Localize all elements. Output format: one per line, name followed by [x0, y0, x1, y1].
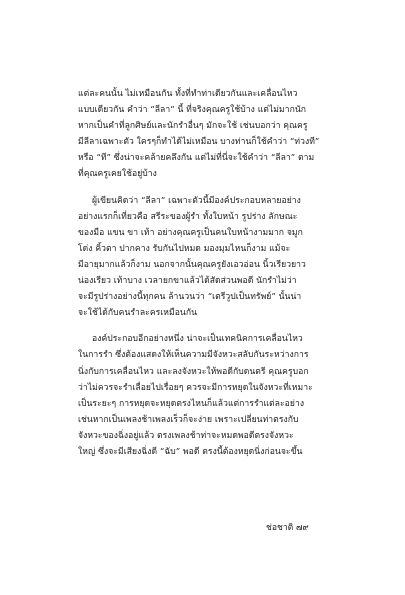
text-line: หรือ “ที” ซึ่งน่าจะคล้ายคลึงกัน แต่ไม่ที่นี่จะใช้คำว่า “ลีลา” ตาม [78, 153, 315, 164]
text-line: แต่ละคนนั้น ไม่เหมือนกัน ทั้งที่ทำท่าเดียวกันและเคลื่อนไหว [78, 89, 298, 99]
text-line: เช่นหากเป็นเพลงช้าเพลงเร็วก็จะง่าย เพราะเปลี่ยนท่าตรงกับ [78, 414, 299, 425]
paragraph-2 [78, 193, 342, 322]
text-line: จะมีรูปร่างอย่างนี้ทุกคน ล้านวนว่า “เตรีวูปเป็นทรัพย์” นั้นน่า [78, 292, 302, 303]
text-line: มีอายุมากแล้วก็งาม นอกจากนั้นคุณครูยังเอวอ่อน นิ้วเรียวยาว [78, 259, 306, 270]
page-footer-folio: ช่อชาติ ๗๙ [266, 523, 309, 533]
text-line: องค์ประกอบอีกอย่างหนึ่ง น่าจะเป็นเทคนิคการเคลื่อนไหว [92, 334, 303, 345]
text-line: หากเป็นคำที่ลูกศิษย์และนักรำอื่นๆ มักจะใช้ เช่นบอกว่า คุณครู [78, 121, 308, 132]
text-line: อย่างแรกก็เที่ยวคือ สรีระของผู้รำ ทั้งใบหน้า รูปร่าง ลักษณะ [78, 211, 298, 222]
text-line: ว่าไม่ควรจะรำเลื่อยไปเรื่อยๆ ควรจะมีการหยุดในจังหวะที่เหมาะ [78, 382, 313, 393]
text-line: ผู้เขียนคิดว่า “ลีลา” เฉพาะตัวนี้มีองค์ประกอบหลายอย่าง [92, 195, 301, 206]
text-line: ใหญ่ ซึ่งจะมีเสียงฉิ่งดี “ฉับ” พอดี ตรงนี้ต้องหยุดนิ่งก่อนจะขึ้น [78, 446, 303, 457]
text-line: ในการรำ ซึ่งต้องแสดงให้เห็นความมีจังหวะสลับกันระหว่างการ [78, 350, 309, 361]
body-text [78, 86, 342, 470]
text-line: จะใช้ได้กับคนรำละครเหมือนกัน [78, 308, 198, 319]
text-line: เป็นระยะๆ การหยุดจะหยุดตรงไหนก็แล้วแต่การรำแต่ละอย่าง [78, 398, 305, 409]
text-line: แบบเดียวกัน คำว่า “ลีลา” นี้ ที่จริงคุณครูใช้บ้าง แต่ไม่มากนัก [78, 105, 307, 116]
text-line: น่องเรียว เท้าบาง เวลายกขาแล้วได้สัดส่วนพอดี นักรำไม่ว่า [78, 276, 297, 287]
text-line: จังหวะของฉิ่งอยู่แล้ว ตรงเพลงช้าท่าจะหมดพอดีตรงจังหวะ [78, 430, 294, 441]
text-line: นิ่งกับการเคลื่อนไหว และลงจังหวะให้พอดีกับดนตรี คุณครูบอก [78, 366, 309, 377]
text-line: มีลีลาเฉพาะตัว ใครๆก็ทำได้ไม่เหมือน บางท่านก็ใช้คำว่า “ท่วงที” [78, 137, 320, 148]
paragraph-3 [78, 331, 342, 460]
text-line: โด่ง คิ้วตา ปากคาง รับกันไปหมด มองมุมไหนก็งาม แม้จะ [78, 243, 291, 254]
text-line: ที่คุณครูเคยใช้อยู่บ้าง [78, 169, 157, 180]
text-line: ของมือ แขน ขา เท้า อย่างคุณครูเป็นคนใบหน้างามมาก จมูก [78, 227, 303, 238]
paragraph-1 [78, 86, 342, 183]
